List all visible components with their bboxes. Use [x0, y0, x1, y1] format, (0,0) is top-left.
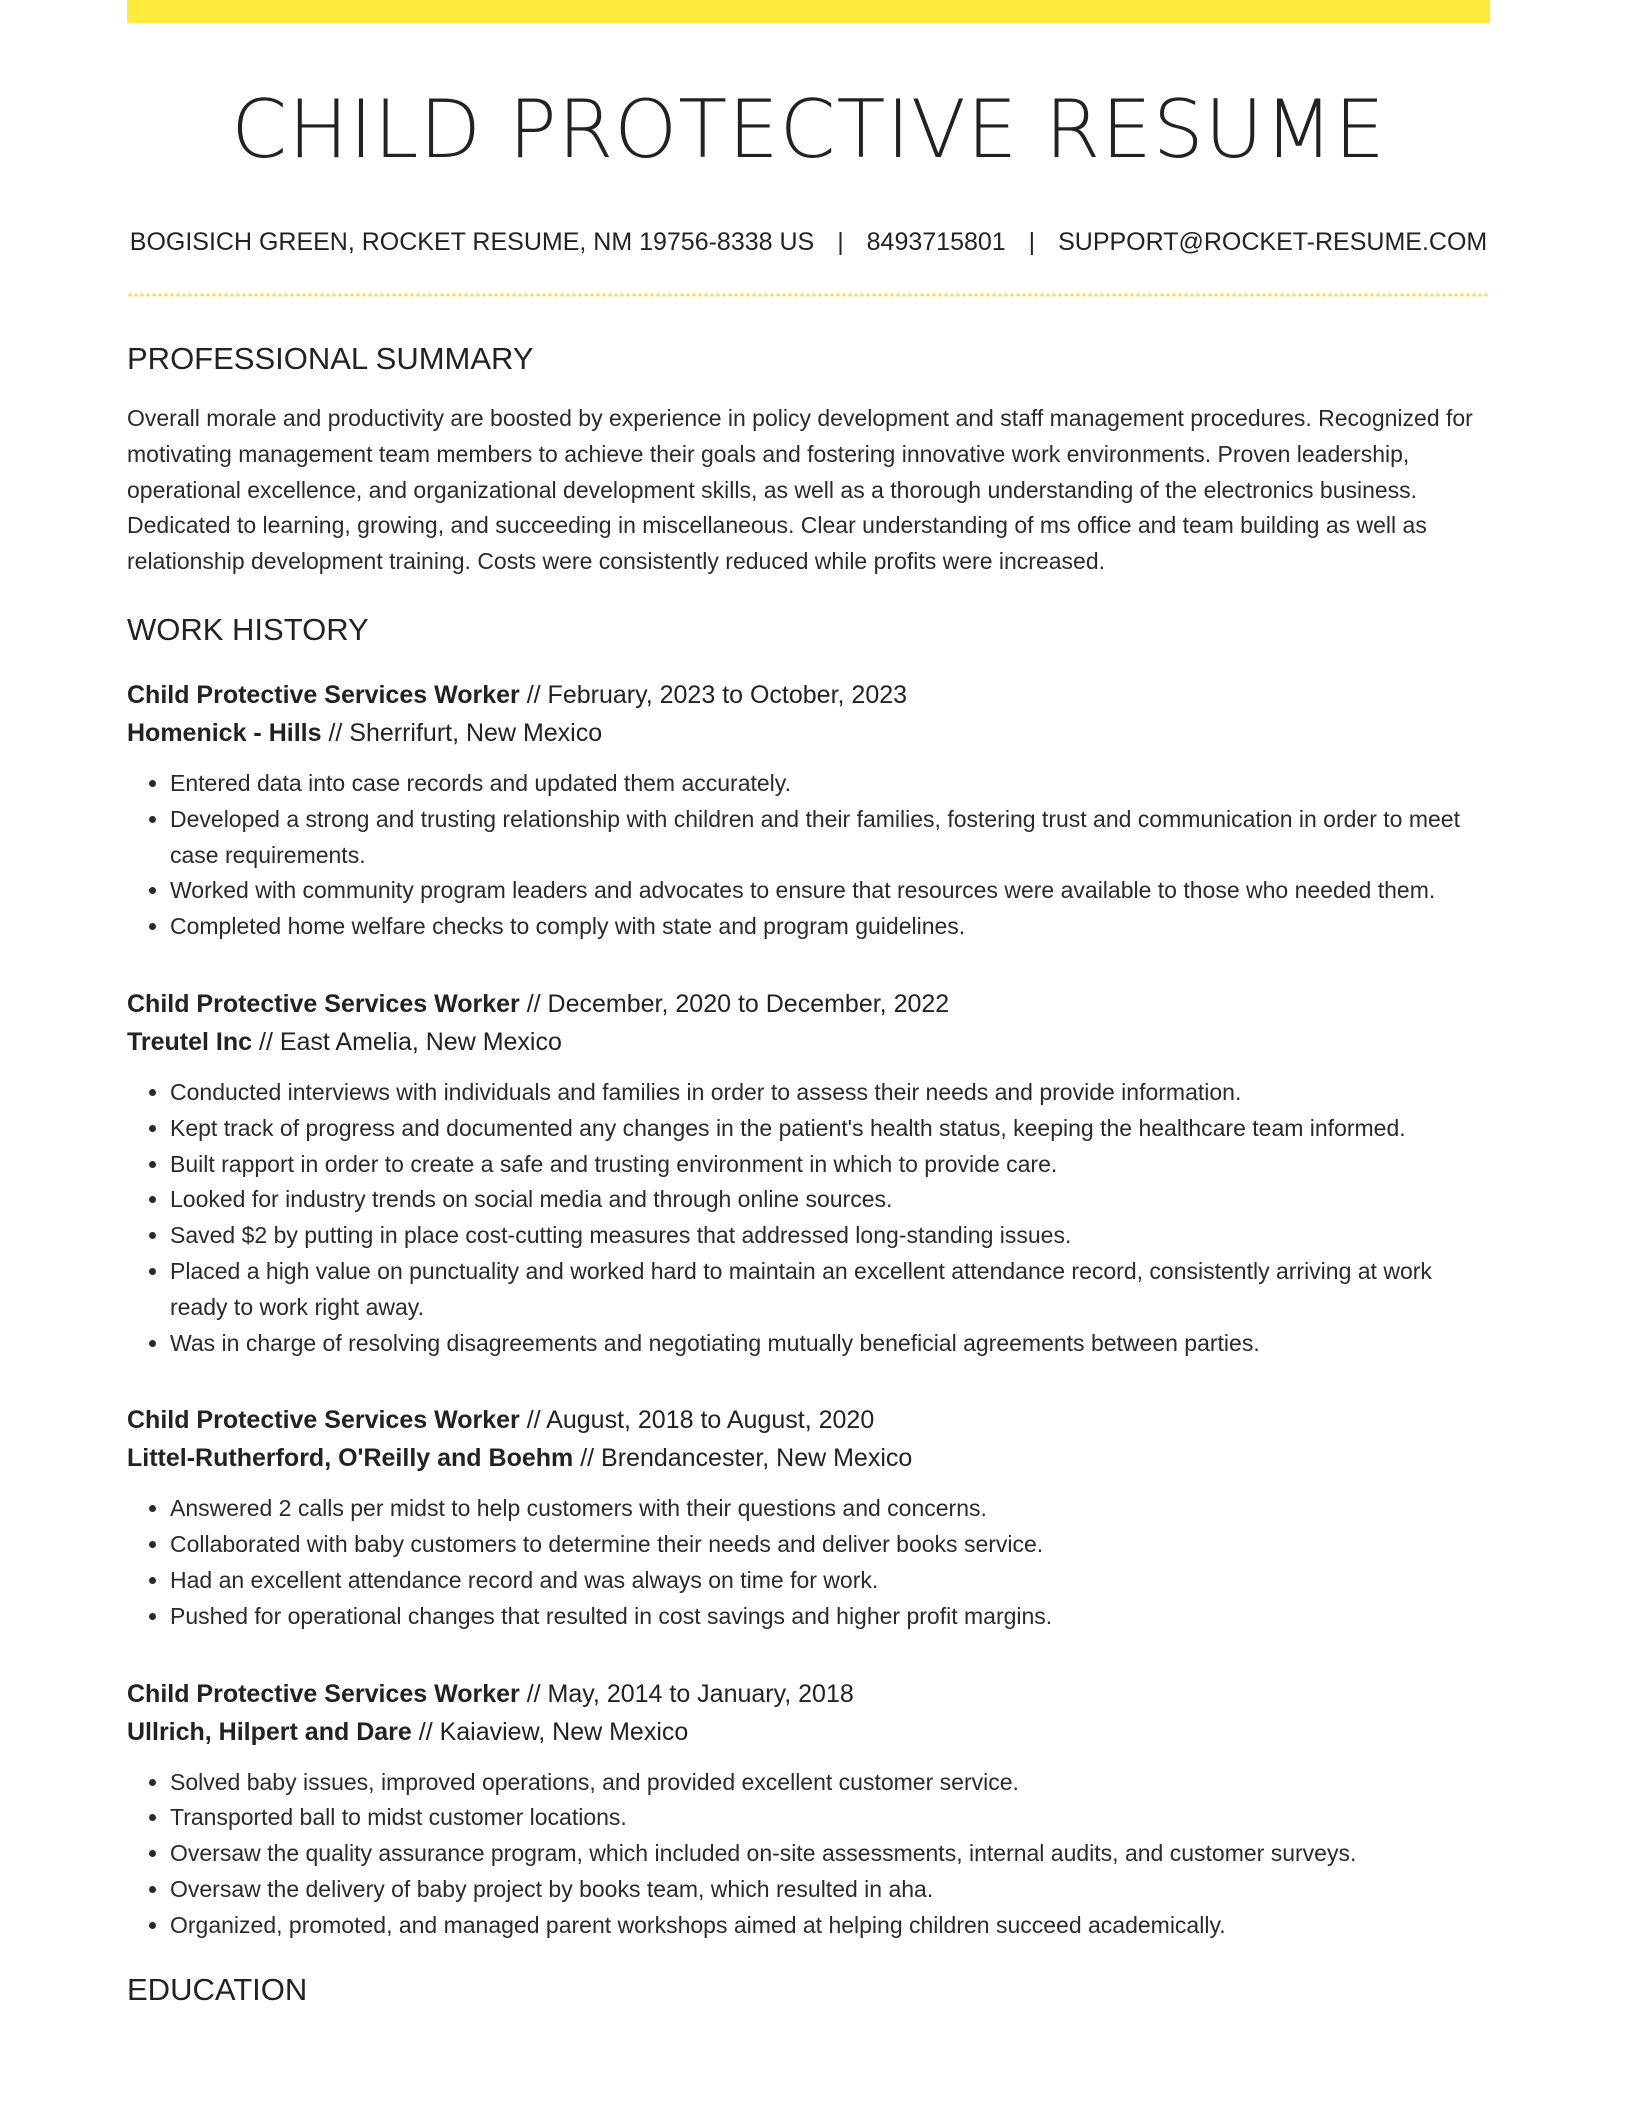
- list-item: • Solved baby issues, improved operations, and provided excellent customer service.: [170, 1765, 1490, 1801]
- work-history-heading: WORK HISTORY: [127, 611, 369, 647]
- job-title-line: [127, 676, 1490, 714]
- job-dates: // February, 2023 to October, 2023: [526, 680, 908, 709]
- list-item: • Was in charge of resolving disagreements and negotiating mutually beneficial agreements between parties.: [170, 1326, 1490, 1362]
- list-item: • Collaborated with baby customers to determine their needs and deliver books service.: [170, 1527, 1490, 1563]
- list-item: • Conducted interviews with individuals and families in order to assess their needs and provide information.: [170, 1075, 1490, 1111]
- list-item: • Kept track of progress and documented any changes in the patient's health status, keeping the healthcare team informed.: [170, 1111, 1490, 1147]
- job-company: Homenick - Hills: [127, 718, 322, 747]
- job-dates: // December, 2020 to December, 2022: [526, 989, 950, 1018]
- job-title-line: [127, 1401, 1490, 1439]
- job-company: Ullrich, Hilpert and Dare: [127, 1717, 412, 1746]
- job-entry: [127, 985, 1490, 1361]
- job-company-line: [127, 1023, 1490, 1061]
- list-item: • Worked with community program leaders and advocates to ensure that resources were available to those who needed them.: [170, 873, 1490, 909]
- list-item: • Saved $2 by putting in place cost-cutting measures that addressed long-standing issues.: [170, 1218, 1490, 1254]
- contact-separator: |: [1028, 228, 1036, 256]
- resume-page: [127, 0, 1490, 2008]
- job-entry: [127, 1675, 1490, 1944]
- job-bullets: [127, 1491, 1490, 1634]
- job-title: Child Protective Services Worker: [127, 1679, 520, 1708]
- job-location: // Brendancester, New Mexico: [580, 1444, 913, 1473]
- list-item: • Organized, promoted, and managed parent workshops aimed at helping children succeed academically.: [170, 1908, 1490, 1944]
- list-item: • Transported ball to midst customer locations.: [170, 1800, 1490, 1836]
- contact-phone: 8493715801: [866, 228, 1006, 256]
- list-item: • Answered 2 calls per midst to help customers with their questions and concerns.: [170, 1491, 1490, 1527]
- job-bullets: [127, 1075, 1490, 1361]
- list-item: • Completed home welfare checks to comply with state and program guidelines.: [170, 909, 1490, 945]
- resume-title: CHILD PROTECTIVE RESUME: [231, 83, 1386, 176]
- job-title-line: [127, 1675, 1490, 1713]
- job-title: Child Protective Services Worker: [127, 989, 520, 1018]
- list-item: • Looked for industry trends on social media and through online sources.: [170, 1182, 1490, 1218]
- list-item: • Oversaw the delivery of baby project by books team, which resulted in aha.: [170, 1872, 1490, 1908]
- list-item: • Entered data into case records and updated them accurately.: [170, 766, 1490, 802]
- dotted-divider: [127, 293, 1490, 297]
- list-item: • Pushed for operational changes that resulted in cost savings and higher profit margins.: [170, 1599, 1490, 1635]
- job-company: Treutel Inc: [127, 1027, 253, 1056]
- job-location: // Sherrifurt, New Mexico: [328, 718, 603, 747]
- summary-heading: PROFESSIONAL SUMMARY: [127, 341, 534, 376]
- job-company-line: [127, 1439, 1490, 1477]
- job-location: // East Amelia, New Mexico: [259, 1027, 562, 1056]
- job-dates: // August, 2018 to August, 2020: [526, 1406, 875, 1435]
- list-item: • Had an excellent attendance record and was always on time for work.: [170, 1563, 1490, 1599]
- contact-separator: |: [837, 228, 844, 256]
- list-item: • Developed a strong and trusting relationship with children and their families, fostering trust and communication in order to meet case requirements.: [170, 802, 1490, 874]
- job-entry: [127, 1401, 1490, 1634]
- summary-text: Overall morale and productivity are boosted by experience in policy development and staff management procedures. Recognized for motivating management team members to achieve their goals and fostering innovative work environments. Proven leadership, operational excellence, and organizational development skills, as well as a thorough understanding of the electronics business. Dedicated to learning, growing, and succeeding in miscellaneous. Clear understanding of ms office and team building as well as relationship development training. Costs were consistently reduced while profits were increased.: [127, 405, 1473, 575]
- list-item: • Built rapport in order to create a safe and trusting environment in which to provide care.: [170, 1147, 1490, 1183]
- job-company-line: [127, 1713, 1490, 1751]
- job-bullets: [127, 766, 1490, 945]
- job-bullets: [127, 1765, 1490, 1944]
- job-location: // Kaiaview, New Mexico: [418, 1717, 689, 1746]
- job-dates: // May, 2014 to January, 2018: [526, 1679, 854, 1708]
- accent-top-bar: [127, 0, 1490, 23]
- job-title-line: [127, 985, 1490, 1023]
- job-company-line: [127, 714, 1490, 752]
- job-company: Littel-Rutherford, O'Reilly and Boehm: [127, 1444, 574, 1473]
- contact-line: [127, 228, 1490, 257]
- job-title: Child Protective Services Worker: [127, 1406, 520, 1435]
- job-entry: [127, 676, 1490, 945]
- job-title: Child Protective Services Worker: [127, 680, 520, 709]
- education-heading: EDUCATION: [127, 1971, 308, 2007]
- contact-address: BOGISICH GREEN, ROCKET RESUME, NM 19756-8338 US: [129, 228, 815, 256]
- contact-email: SUPPORT@ROCKET-RESUME.COM: [1058, 228, 1488, 256]
- list-item: • Oversaw the quality assurance program, which included on-site assessments, internal audits, and customer surveys.: [170, 1836, 1490, 1872]
- list-item: • Placed a high value on punctuality and worked hard to maintain an excellent attendance record, consistently arriving at work ready to work right away.: [170, 1254, 1490, 1326]
